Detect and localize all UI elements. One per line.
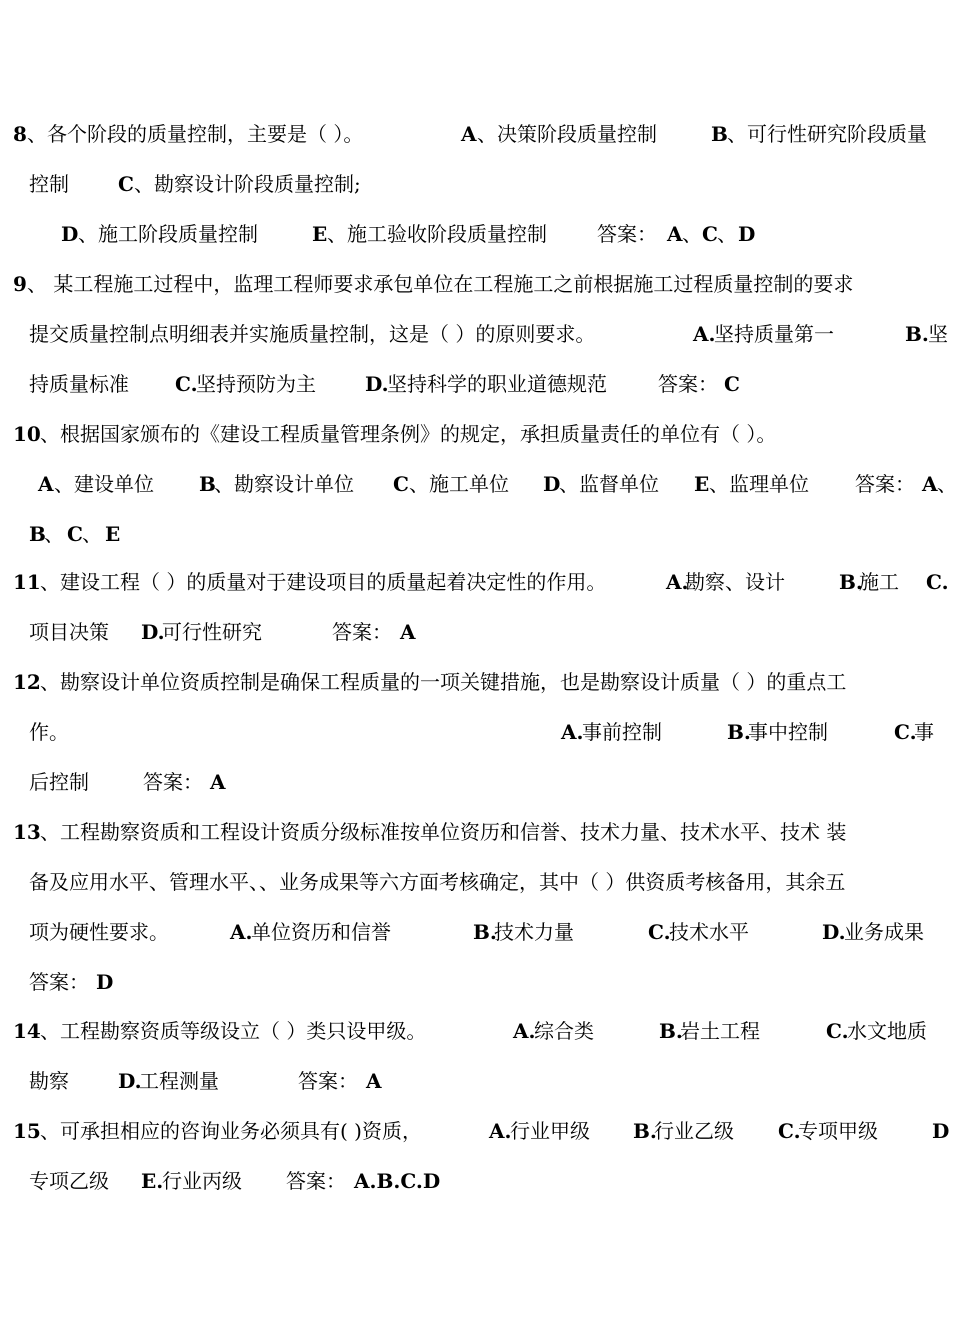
option-text: 、勘察设计阶段质量控制; [134, 172, 361, 196]
question-number: 8 [13, 122, 27, 146]
option-text: 事中控制 [748, 720, 828, 744]
question-number: 14 [13, 1019, 41, 1043]
question-line [0, 714, 950, 750]
option-letter: D. [141, 620, 165, 644]
answer-separator: 、 [82, 522, 102, 546]
option-letter: C. [778, 1119, 801, 1143]
option-text: 业务成果 [844, 920, 924, 944]
option-letter: D [61, 222, 79, 246]
option-text: 、施工阶段质量控制 [78, 222, 258, 246]
option-text: 行业甲级 [510, 1119, 590, 1143]
option-letter: B. [905, 322, 929, 346]
answer-label: 答案： [29, 970, 89, 994]
question-line [0, 814, 950, 850]
question-text: 提交质量控制点明细表并实施质量控制，这是（ ）的原则要求。 [29, 322, 596, 346]
option-letter: C [393, 472, 409, 496]
question-number: 12 [13, 670, 41, 694]
option-letter: A. [230, 920, 253, 944]
question-text: 、 某工程施工过程中，监理工程师要求承包单位在工程施工之前根据施工过程质量控制的要求 [27, 272, 854, 296]
option-text: 单位资历和信誉 [251, 920, 391, 944]
option-text: 施工 [859, 570, 899, 594]
option-text: 可行性研究 [162, 620, 262, 644]
option-text: 事 [914, 720, 934, 744]
answer-value: B [29, 522, 46, 546]
answer-separator: 、 [682, 222, 702, 246]
answer-separator: 、 [44, 522, 64, 546]
option-text: 专项甲级 [798, 1119, 878, 1143]
option-text: 坚 [928, 322, 948, 346]
question-text: 、各个阶段的质量控制，主要是（ ）。 [27, 122, 364, 146]
question-line [0, 316, 950, 352]
option-letter: A [461, 122, 477, 146]
question-line [0, 1063, 950, 1099]
question-number: 15 [13, 1119, 41, 1143]
answer-value: A [366, 1069, 382, 1093]
option-text: 、勘察设计单位 [214, 472, 354, 496]
option-text: 勘察、设计 [685, 570, 785, 594]
question-text: 备及应用水平、管理水平、、业务成果等六方面考核确定，其中（ ）供资质考核备用，其余五 [29, 870, 846, 894]
option-letter: C. [826, 1019, 849, 1043]
option-letter: A. [561, 720, 584, 744]
option-text: 、施工单位 [409, 472, 509, 496]
answer-value: C [67, 522, 83, 546]
option-text: 工程测量 [139, 1069, 219, 1093]
option-letter: D [543, 472, 561, 496]
question-line [0, 914, 950, 950]
question-line [0, 116, 950, 152]
answer-separator: 、 [937, 472, 957, 496]
option-letter: B [199, 472, 216, 496]
option-text: 后控制 [29, 770, 89, 794]
option-text: 、施工验收阶段质量控制 [327, 222, 547, 246]
answer-value: C [724, 372, 740, 396]
option-letter: C. [894, 720, 917, 744]
option-text: 持质量标准 [29, 372, 129, 396]
question-text: 、根据国家颁布的《建设工程质量管理条例》的规定，承担质量责任的单位有（ ）。 [40, 422, 777, 446]
answer-label: 答案： [143, 770, 203, 794]
option-letter: B. [839, 570, 863, 594]
option-text: 岩土工程 [680, 1019, 760, 1043]
option-letter: B. [633, 1119, 657, 1143]
question-line [0, 216, 950, 252]
option-letter: D. [822, 920, 846, 944]
answer-value: A.B.C.D [354, 1169, 441, 1193]
question-line [0, 1113, 950, 1149]
answer-label: 答案： [332, 620, 392, 644]
option-text: 坚持预防为主 [196, 372, 316, 396]
question-line [0, 764, 950, 800]
option-letter: D [932, 1119, 950, 1143]
option-letter: D. [118, 1069, 142, 1093]
question-line [0, 664, 950, 700]
answer-separator: 、 [717, 222, 737, 246]
option-text: 、可行性研究阶段质量 [727, 122, 927, 146]
question-line [0, 366, 950, 402]
question-number: 11 [13, 570, 41, 594]
question-text: 、可承担相应的咨询业务必须具有( )资质， [40, 1119, 422, 1143]
option-letter: A. [693, 322, 716, 346]
option-text: 勘察 [29, 1069, 69, 1093]
option-letter: D. [365, 372, 389, 396]
question-line [0, 614, 950, 650]
option-text: 技术力量 [494, 920, 574, 944]
option-text: 水文地质 [847, 1019, 927, 1043]
option-letter: C. [175, 372, 198, 396]
question-number: 13 [13, 820, 41, 844]
option-letter: E [694, 472, 710, 496]
answer-value: C [702, 222, 718, 246]
answer-value: D [738, 222, 756, 246]
option-text: 坚持科学的职业道德规范 [387, 372, 607, 396]
option-letter: B. [727, 720, 751, 744]
question-number: 10 [13, 422, 41, 446]
option-letter: A [38, 472, 54, 496]
option-text: 项目决策 [29, 620, 109, 644]
question-line [0, 266, 950, 302]
question-line [0, 1013, 950, 1049]
option-text: 、监理单位 [709, 472, 809, 496]
question-line [0, 166, 950, 202]
answer-label: 答案： [286, 1169, 346, 1193]
question-text: 、勘察设计单位资质控制是确保工程质量的一项关键措施，也是勘察设计质量（ ）的重点工 [40, 670, 847, 694]
question-text: 项为硬性要求。 [29, 920, 169, 944]
option-letter: A. [513, 1019, 536, 1043]
option-text: 行业乙级 [654, 1119, 734, 1143]
question-number: 9 [13, 272, 27, 296]
answer-value: D [96, 970, 114, 994]
question-line [0, 864, 950, 900]
option-text: 坚持质量第一 [714, 322, 834, 346]
question-text: 、工程勘察资质和工程设计资质分级标准按单位资历和信誉、技术力量、技术水平、技术 装 [40, 820, 847, 844]
option-text: 、建设单位 [54, 472, 154, 496]
option-letter: C. [926, 570, 949, 594]
option-text: 技术水平 [669, 920, 749, 944]
option-letter: B. [659, 1019, 683, 1043]
question-line [0, 466, 957, 502]
answer-value: A [922, 472, 938, 496]
option-text: 综合类 [534, 1019, 594, 1043]
answer-label: 答案： [597, 222, 657, 246]
question-line [0, 1163, 950, 1199]
answer-value: A [667, 222, 683, 246]
option-text: 专项乙级 [29, 1169, 109, 1193]
question-line [0, 564, 950, 600]
question-line [0, 416, 950, 452]
answer-label: 答案： [855, 472, 915, 496]
option-text: 行业丙级 [162, 1169, 242, 1193]
option-text: 、监督单位 [559, 472, 659, 496]
option-letter: B [711, 122, 728, 146]
answer-value: A [210, 770, 226, 794]
option-letter: C. [648, 920, 671, 944]
question-line [0, 964, 950, 1000]
question-text: 作。 [29, 720, 69, 744]
question-text: 、工程勘察资质等级设立（ ）类只设甲级。 [40, 1019, 427, 1043]
question-text: 、建设工程（ ）的质量对于建设项目的质量起着决定性的作用。 [40, 570, 607, 594]
option-letter: E. [141, 1169, 164, 1193]
option-text: 事前控制 [582, 720, 662, 744]
question-line [0, 516, 950, 552]
option-letter: B. [473, 920, 497, 944]
option-letter: A. [666, 570, 689, 594]
option-text: 、决策阶段质量控制 [477, 122, 657, 146]
option-letter: A. [489, 1119, 512, 1143]
option-letter: C [118, 172, 134, 196]
option-letter: E [312, 222, 328, 246]
answer-value: A [400, 620, 416, 644]
answer-label: 答案： [298, 1069, 358, 1093]
answer-value: E [105, 522, 121, 546]
answer-label: 答案： [658, 372, 718, 396]
option-text: 控制 [29, 172, 69, 196]
